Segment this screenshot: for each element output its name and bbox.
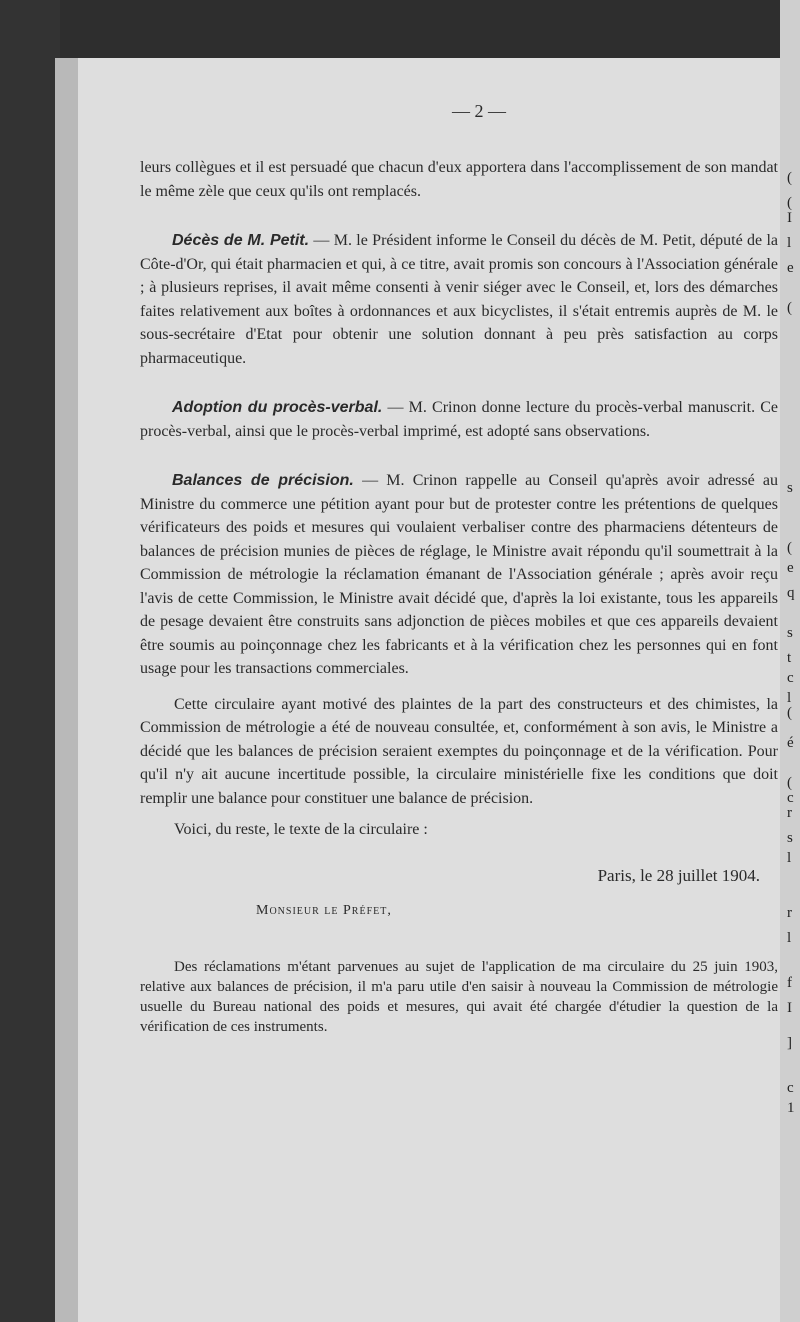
- margin-glyph: (: [787, 300, 792, 316]
- scan-background-top: [0, 0, 780, 58]
- margin-glyph: f: [787, 975, 792, 991]
- margin-glyph: s: [787, 480, 793, 496]
- margin-glyph: I: [787, 1000, 792, 1016]
- margin-glyph: q: [787, 585, 795, 601]
- margin-glyph: s: [787, 830, 793, 846]
- section-text: — M. Crinon donne lecture du procès-verbal manuscrit. Ce procès-verbal, ainsi que le procès-verbal imprimé, est adopté sans observations.: [140, 399, 779, 440]
- section-adoption: [140, 396, 778, 443]
- margin-glyph: I: [787, 210, 792, 226]
- margin-glyph: (: [787, 195, 792, 211]
- page-binding-edge: [55, 58, 79, 1322]
- letter-dateline: Paris, le 28 juillet 1904.: [597, 865, 760, 885]
- paragraph-circulaire: Cette circulaire ayant motivé des plaintes de la part des constructeurs et des chimistes, la Commission de métrologie a été de nouveau consultée, et, conformément à son avis, le Ministre a décidé que les balances de précision seraient exemptes du poinçonnage et de la vérification. Pour qu'il n'y ait aucune incertitude possible, la circulaire ministérielle fixe les conditions que doit remplir une balance pour constituer une balance de précision.: [140, 695, 778, 807]
- margin-glyph: l: [787, 930, 792, 946]
- margin-glyph: c: [787, 790, 794, 806]
- margin-glyph: e: [787, 260, 794, 276]
- margin-glyph: (: [787, 705, 792, 721]
- margin-glyph: (: [787, 540, 792, 556]
- section-balances: [140, 469, 778, 681]
- page-content: [140, 100, 778, 1037]
- margin-glyph: l: [787, 690, 792, 706]
- margin-glyph: é: [787, 735, 794, 751]
- margin-glyph: t: [787, 650, 792, 666]
- section-text: — M. le Président informe le Conseil du décès de M. Petit, député de la Côte-d'Or, qui était pharmacien et qui, à ce titre, avait promis son concours à l'Association générale ; à plusieurs reprises, il avait même consenti à venir siéger avec le Conseil, et, lors des démarches faites relativement aux boîtes à ordonnances et aux bicyclistes, il s'était entremis auprès de M. le sous-secrétaire d'Etat pour obtenir une solution donnant à peu près satisfaction au corps pharmaceutique.: [140, 232, 778, 367]
- margin-glyph: e: [787, 560, 794, 576]
- section-deces: [140, 229, 778, 370]
- margin-glyph: (: [787, 775, 792, 791]
- margin-glyph: 1: [787, 1100, 795, 1116]
- margin-glyph: r: [787, 805, 792, 821]
- margin-glyph: ]: [787, 1035, 792, 1051]
- section-heading: Balances de précision.: [172, 472, 354, 489]
- letter-salutation: Monsieur le Préfet,: [256, 903, 392, 918]
- margin-glyph: c: [787, 670, 794, 686]
- section-text: — M. Crinon rappelle au Conseil qu'après avoir adressé au Ministre du commerce une pétition ayant pour but de protester contre les prétentions de quelques vérificateurs des poids et mesures qui voulaient verbaliser contre des pharmaciens détenteurs de balances de précision munies de pièces de réglage, le Ministre avait répondu qu'il soumettrait à la Commission de métrologie la réclamation émanant de l'Association générale ; après avoir reçu l'avis de cette Commission, le Ministre avait décidé que, d'après la loi existante, tous les appareils de pesage devaient être construits sans adjonction de pièces mobiles et que ces appareils devaient être soumis au poinçonnage chez les fabricants et à la vérification chez les personnes qui en font usage pour les transactions commerciales.: [140, 472, 779, 677]
- margin-glyph: (: [787, 170, 792, 186]
- page-number: — 2 —: [452, 101, 506, 121]
- section-heading: Décès de M. Petit.: [172, 232, 310, 249]
- margin-glyph: l: [787, 850, 792, 866]
- continuation-paragraph: leurs collègues et il est persuadé que chacun d'eux apportera dans l'accomplissement de son mandat le même zèle que ceux qu'ils ont remplacés.: [140, 159, 778, 200]
- paragraph-voici: Voici, du reste, le texte de la circulaire :: [174, 821, 428, 838]
- letter-body: Des réclamations m'étant parvenues au sujet de l'application de ma circulaire du 25 juin 1903, relative aux balances de précision, il m'a paru utile d'en saisir à nouveau la Commission de métrologie usuelle du Bureau national des poids et mesures, qui avait été chargée d'étudier la question de la vérification de ces instruments.: [140, 958, 778, 1035]
- margin-glyph: l: [787, 235, 792, 251]
- section-heading: Adoption du procès-verbal.: [172, 399, 383, 416]
- margin-glyph: c: [787, 1080, 794, 1096]
- margin-glyph: r: [787, 905, 792, 921]
- margin-glyph: s: [787, 625, 793, 641]
- scan-background-left: [0, 0, 60, 1322]
- facing-page-margin-text: [782, 0, 800, 1322]
